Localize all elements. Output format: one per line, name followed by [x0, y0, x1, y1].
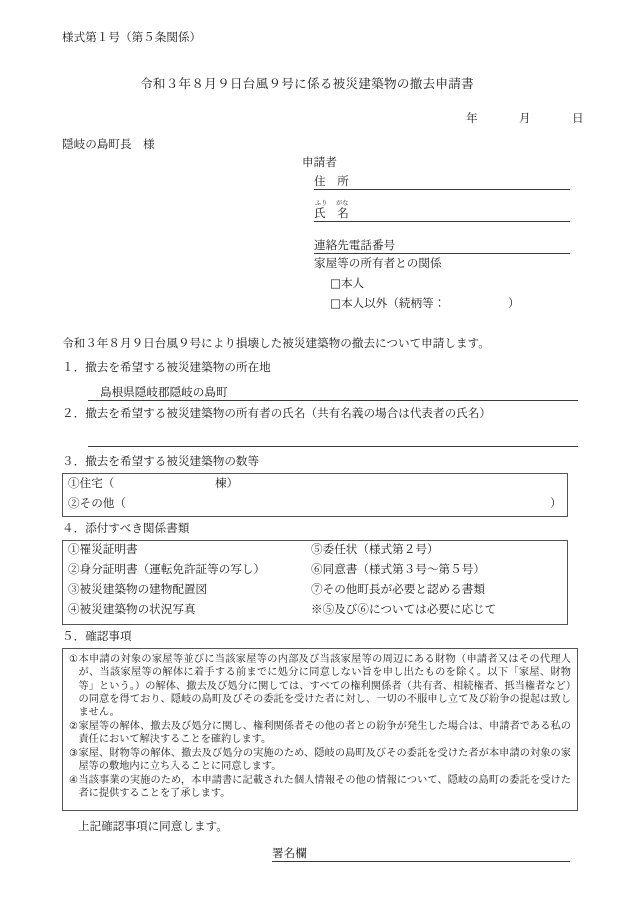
checkbox-other-close-paren: ）: [508, 296, 520, 310]
section-4-left-item-3: ③被災建築物の建物配置図: [68, 582, 208, 596]
section-5-clause-3-marker: ③: [69, 748, 79, 759]
address-field[interactable]: [314, 171, 570, 190]
name-label-group: [314, 200, 349, 221]
section-2-owner-field[interactable]: [88, 428, 578, 447]
section-3-box: [62, 473, 568, 517]
applicant-heading: 申請者: [302, 155, 337, 169]
document-title: 令和３年８月９日台風９号に係る被災建築物の撤去申請書: [140, 76, 474, 91]
section-4-left-item-1: ①罹災証明書: [68, 542, 138, 556]
name-field[interactable]: [314, 200, 570, 222]
section-3-row1-label: ①住宅（: [68, 476, 115, 490]
form-number: 様式第１号（第５条関係）: [62, 30, 202, 44]
name-label: 氏 名: [314, 206, 349, 221]
section-5-box: [62, 648, 578, 811]
section-1-location-field[interactable]: [88, 382, 578, 401]
section-4-right-item-3: ⑦その他町長が必要と認める書類: [311, 582, 485, 596]
section-3-row2-label: ②その他（: [68, 496, 126, 510]
section-4-right-item-1: ⑤委任状（様式第２号）: [311, 542, 439, 556]
section-4-left-item-4: ④被災建築物の状況写真: [68, 602, 196, 616]
section-5-clause-4: [69, 774, 571, 801]
section-4-left-item-2: ②身分証明書（運転免許証等の写し）: [68, 562, 266, 576]
section-1-heading: １．撤去を希望する被災建築物の所在地: [62, 360, 271, 374]
application-statement: 令和３年８月９日台風９号により損壊した被災建築物の撤去について申請します。: [62, 336, 490, 350]
section-5-clause-1: [69, 653, 571, 720]
section-5-clause-3: [69, 747, 571, 774]
phone-field[interactable]: [314, 235, 570, 254]
date-month-label: 月: [518, 111, 531, 125]
relationship-label: 家屋等の所有者との関係: [314, 256, 442, 270]
section-2-heading: ２．撤去を希望する被災建築物の所有者の氏名（共有名義の場合は代表者の氏名）: [62, 406, 491, 420]
address-label: 住 所: [314, 174, 349, 189]
section-5-clause-2: [69, 720, 571, 747]
section-4-right-item-2: ⑥同意書（様式第３号～第５号）: [311, 562, 485, 576]
section-5-clause-2-text: 家屋等の解体、撤去及び処分に関し、権利関係者その他の者との紛争が発生した場合は、申請者である私の責任において解決することを確約します。: [78, 721, 571, 746]
checkbox-other[interactable]: □本人以外（続柄等：: [330, 296, 446, 310]
section-1-location-value: 島根県隠岐郡隠岐の島町: [100, 385, 228, 400]
section-5-clause-1-text: 本申請の対象の家屋等並びに当該家屋等の内部及び当該家屋等の周辺にある財物（申請者又はその代理人が、当該家屋等の解体に着手する前までに処分に同意しない旨を申し出たものを除く。以下「家屋、財物等」という。）の解体、撤去及び処分に関しては、すべての権利関係者（共有者、相続権者、抵当権者など）の同意を得ており、隠岐の島町及びその委託を受けた者に対し、一切の不服申し立て及び紛争の提起は致しません。: [78, 654, 571, 719]
date-year-label: 年: [466, 111, 478, 125]
name-ruby-left: ふり: [315, 200, 328, 208]
section-4-right-item-4: ※⑤及び⑥については必要に応じて: [311, 602, 497, 616]
addressee: 隠岐の島町長 様: [62, 137, 155, 151]
section-3-heading: ３．撤去を希望する被災建築物の数等: [62, 454, 260, 468]
section-3-row1-unit: 棟）: [215, 476, 239, 490]
checkbox-self[interactable]: □本人: [330, 276, 365, 290]
date-day-label: 日: [571, 111, 584, 125]
section-3-row2-close-paren: ）: [550, 496, 562, 510]
signature-label: 署名欄: [272, 846, 307, 861]
name-ruby-right: がな: [336, 200, 349, 208]
date-line: [466, 113, 584, 125]
section-5-clause-4-text: 当該事業の実施のため，本申請書に記載された個人情報その他の情報について、隠岐の島町の委託を受けた者に提供することを了承します。: [78, 775, 571, 800]
signature-field[interactable]: [272, 843, 570, 862]
section-4-heading: ４．添付すべき関係書類: [62, 521, 190, 535]
section-5-heading: ５．確認事項: [62, 629, 132, 643]
section-4-box: [62, 540, 568, 625]
section-5-clause-1-marker: ①: [69, 654, 79, 665]
section-5-clause-2-marker: ②: [69, 721, 79, 732]
phone-label: 連絡先電話番号: [314, 238, 396, 253]
section-5-clause-3-text: 家屋、財物等の解体、撤去及び処分の実施のため、隠岐の島町及びその委託を受けた者が本申請の対象の家屋等の敷地内に立ち入ることに同意します。: [78, 748, 571, 773]
section-5-clause-4-marker: ④: [69, 775, 79, 786]
consent-agreement-text: 上記確認事項に同意します。: [78, 819, 228, 833]
